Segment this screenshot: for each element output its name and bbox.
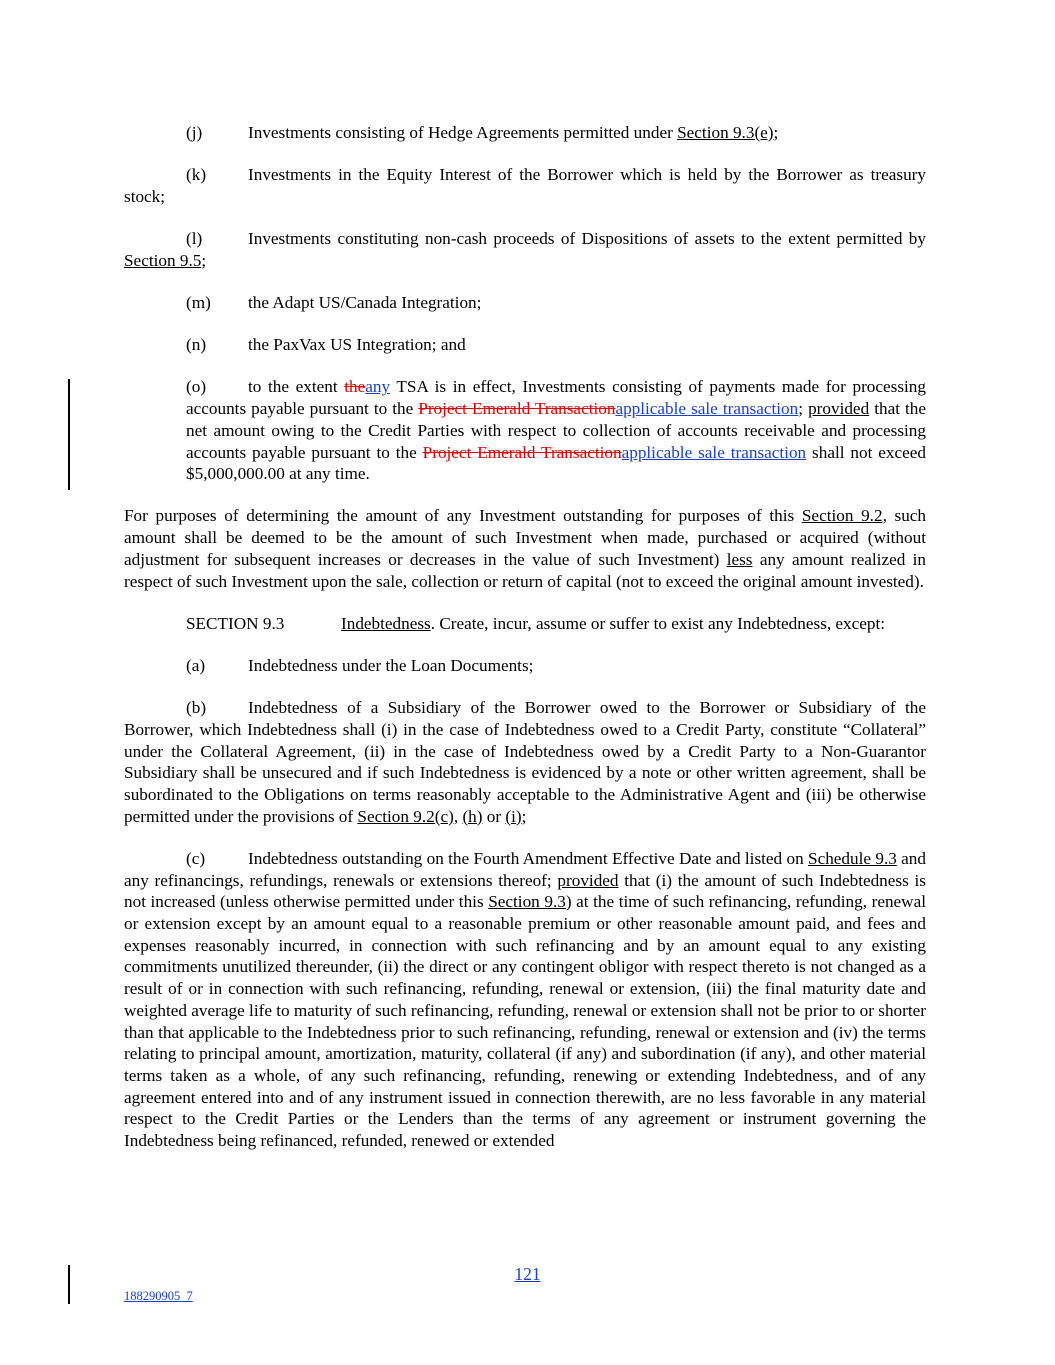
clause-text: Indebtedness of a Subsidiary of the Borrower owed to the Borrower or Subsidiary of the Borrower, which Indebtedness shall (i) in the case of Indebtedness owed to a Credit Party, constitute “Collateral” under the Collateral Agreement, (ii) in the case of Indebtedness owed by a Credit Party to a Non-Guarantor Subsidiary shall be unsecured and if such Indebtedness is evidenced by a note or other written agreement, shall be subordinated to the Obligations on terms reasonably acceptable to the Administrative Agent and (iii) be otherwise permitted under the provisions of bbox=[124, 698, 926, 826]
indebtedness-c bbox=[124, 848, 926, 1152]
clause-text: shall not exceed $5,000,000.00 at any time. bbox=[186, 442, 926, 484]
clause-text: to the extent bbox=[248, 377, 345, 397]
inserted-text: applicable sale transaction bbox=[615, 399, 799, 419]
indebtedness-b bbox=[124, 697, 926, 827]
paragraph-text: any amount realized in respect of such Investment upon the sale, collection or return of capital (not to exceed the original amount invested). bbox=[124, 549, 927, 591]
clause-text: Indebtedness under the Loan Documents; bbox=[248, 655, 534, 675]
clause-o bbox=[186, 376, 926, 485]
section-title: Indebtedness bbox=[341, 613, 431, 633]
clause-label: (l) bbox=[186, 229, 203, 249]
paragraph-text: For purposes of determining the amount of any Investment outstanding for purposes of this bbox=[124, 506, 802, 526]
clause-text: ) at the time of such refinancing, refunding, renewal or extension except by an amount equal to a reasonable premium or other reasonable amount paid, and fees and expenses reasonably incurred, in connection with such refinancing and by an amount equal to any existing commitments unutilized thereunder, (ii) the direct or any contingent obligor with respect thereto is not changed as a result of or in connection with such refinancing, refunding, renewal or extension, (iii) the final maturity date and weighted average life to maturity of such refinancing, refunding, renewal or extension shall not be prior to or shorter than that applicable to the Indebtedness prior to such refinancing, refunding, renewal or extension and (iv) the terms relating to principal amount, amortization, maturity, collateral (if any) and subordination (if any), and other material terms taken as a whole, of any such refinancing, refunding, renewing or extending Indebtedness, and of any agreement entered into and of any instrument issued in connection therewith, are no less favorable in any material respect to the Credit Parties or the Lenders than the terms of any agreement or instrument governing the Indebtedness being refinanced, refunded, renewed or extended bbox=[124, 892, 926, 1151]
clause-l bbox=[124, 228, 926, 271]
clause-text: the Adapt US/Canada Integration; bbox=[248, 293, 482, 313]
punctuation: ; bbox=[521, 806, 527, 826]
clause-label: (o) bbox=[186, 377, 207, 397]
schedule-reference: Schedule 9.3 bbox=[808, 848, 897, 868]
punctuation: , bbox=[453, 806, 463, 826]
clause-label: (j) bbox=[186, 123, 203, 142]
section-text: . Create, incur, assume or suffer to exist any Indebtedness, except: bbox=[430, 613, 886, 633]
clause-m bbox=[124, 292, 926, 314]
section-9-3-heading bbox=[124, 613, 926, 635]
clause-text: that (i) the amount of such Indebtedness is not increased (unless otherwise permitted under this bbox=[124, 870, 926, 912]
deleted-text: the bbox=[344, 377, 366, 397]
clause-label: (k) bbox=[186, 165, 207, 185]
inserted-text: any bbox=[365, 377, 391, 397]
provided-term: provided bbox=[808, 399, 870, 419]
deleted-text: Project Emerald Transaction bbox=[418, 399, 616, 419]
clause-text: TSA is in effect, Investments consisting of payments made for processing accounts payable pursuant to the bbox=[186, 377, 926, 419]
purposes-paragraph bbox=[124, 505, 926, 592]
clause-text: that the net amount owing to the Credit Parties with respect to collection of accounts receivable and processing accounts payable pursuant to the bbox=[186, 399, 926, 462]
clause-n bbox=[124, 334, 926, 356]
section-reference: Section 9.2(c) bbox=[357, 806, 454, 826]
provided-term: provided bbox=[557, 870, 619, 890]
section-reference: Section 9.2 bbox=[801, 506, 883, 526]
clause-j bbox=[124, 122, 926, 144]
clause-label: (m) bbox=[186, 293, 211, 313]
paragraph-text: , such amount shall be deemed to be the amount of such Investment when made, purchased or acquired (without adjustment for subsequent increases or decreases in the value of such Investment) bbox=[124, 506, 927, 569]
clause-text: Investments consisting of Hedge Agreements permitted under bbox=[248, 123, 678, 142]
clause-text: the PaxVax US Integration; and bbox=[248, 335, 466, 355]
section-reference: (i) bbox=[505, 806, 522, 826]
section-reference: (h) bbox=[462, 806, 483, 826]
section-reference: Section 9.3(e) bbox=[677, 123, 774, 142]
indebtedness-a bbox=[124, 655, 926, 677]
clause-text: Investments in the Equity Interest of the Borrower which is held by the Borrower as treasury stock; bbox=[124, 165, 926, 206]
section-reference: Section 9.5 bbox=[124, 250, 202, 270]
clause-text: Indebtedness outstanding on the Fourth Amendment Effective Date and listed on bbox=[248, 848, 809, 868]
clause-label: (n) bbox=[186, 335, 207, 355]
clause-label: (a) bbox=[186, 655, 206, 675]
footer-doc-id bbox=[124, 1287, 193, 1305]
clause-k bbox=[124, 164, 926, 207]
clause-text: Investments constituting non-cash proceeds of Dispositions of assets to the extent permitted by bbox=[248, 229, 926, 249]
clause-text: or bbox=[482, 806, 506, 826]
section-label: SECTION 9.3 bbox=[186, 613, 285, 633]
clause-label: (c) bbox=[186, 848, 206, 868]
section-reference: Section 9.3 bbox=[488, 892, 566, 912]
page-number: 121 bbox=[514, 1264, 541, 1284]
punctuation: ; bbox=[773, 123, 779, 142]
document-id: 188290905_7 bbox=[124, 1289, 193, 1303]
clause-label: (b) bbox=[186, 698, 207, 718]
inserted-text: applicable sale transaction bbox=[621, 442, 807, 462]
less-term: less bbox=[726, 549, 753, 569]
document-body bbox=[124, 122, 926, 1172]
punctuation: ; bbox=[201, 250, 207, 270]
clause-text: and any refinancings, refundings, renewals or extensions thereof; bbox=[124, 848, 926, 890]
clause-text: ; bbox=[798, 399, 809, 419]
deleted-text: Project Emerald Transaction bbox=[422, 442, 622, 462]
change-bar bbox=[68, 379, 70, 490]
